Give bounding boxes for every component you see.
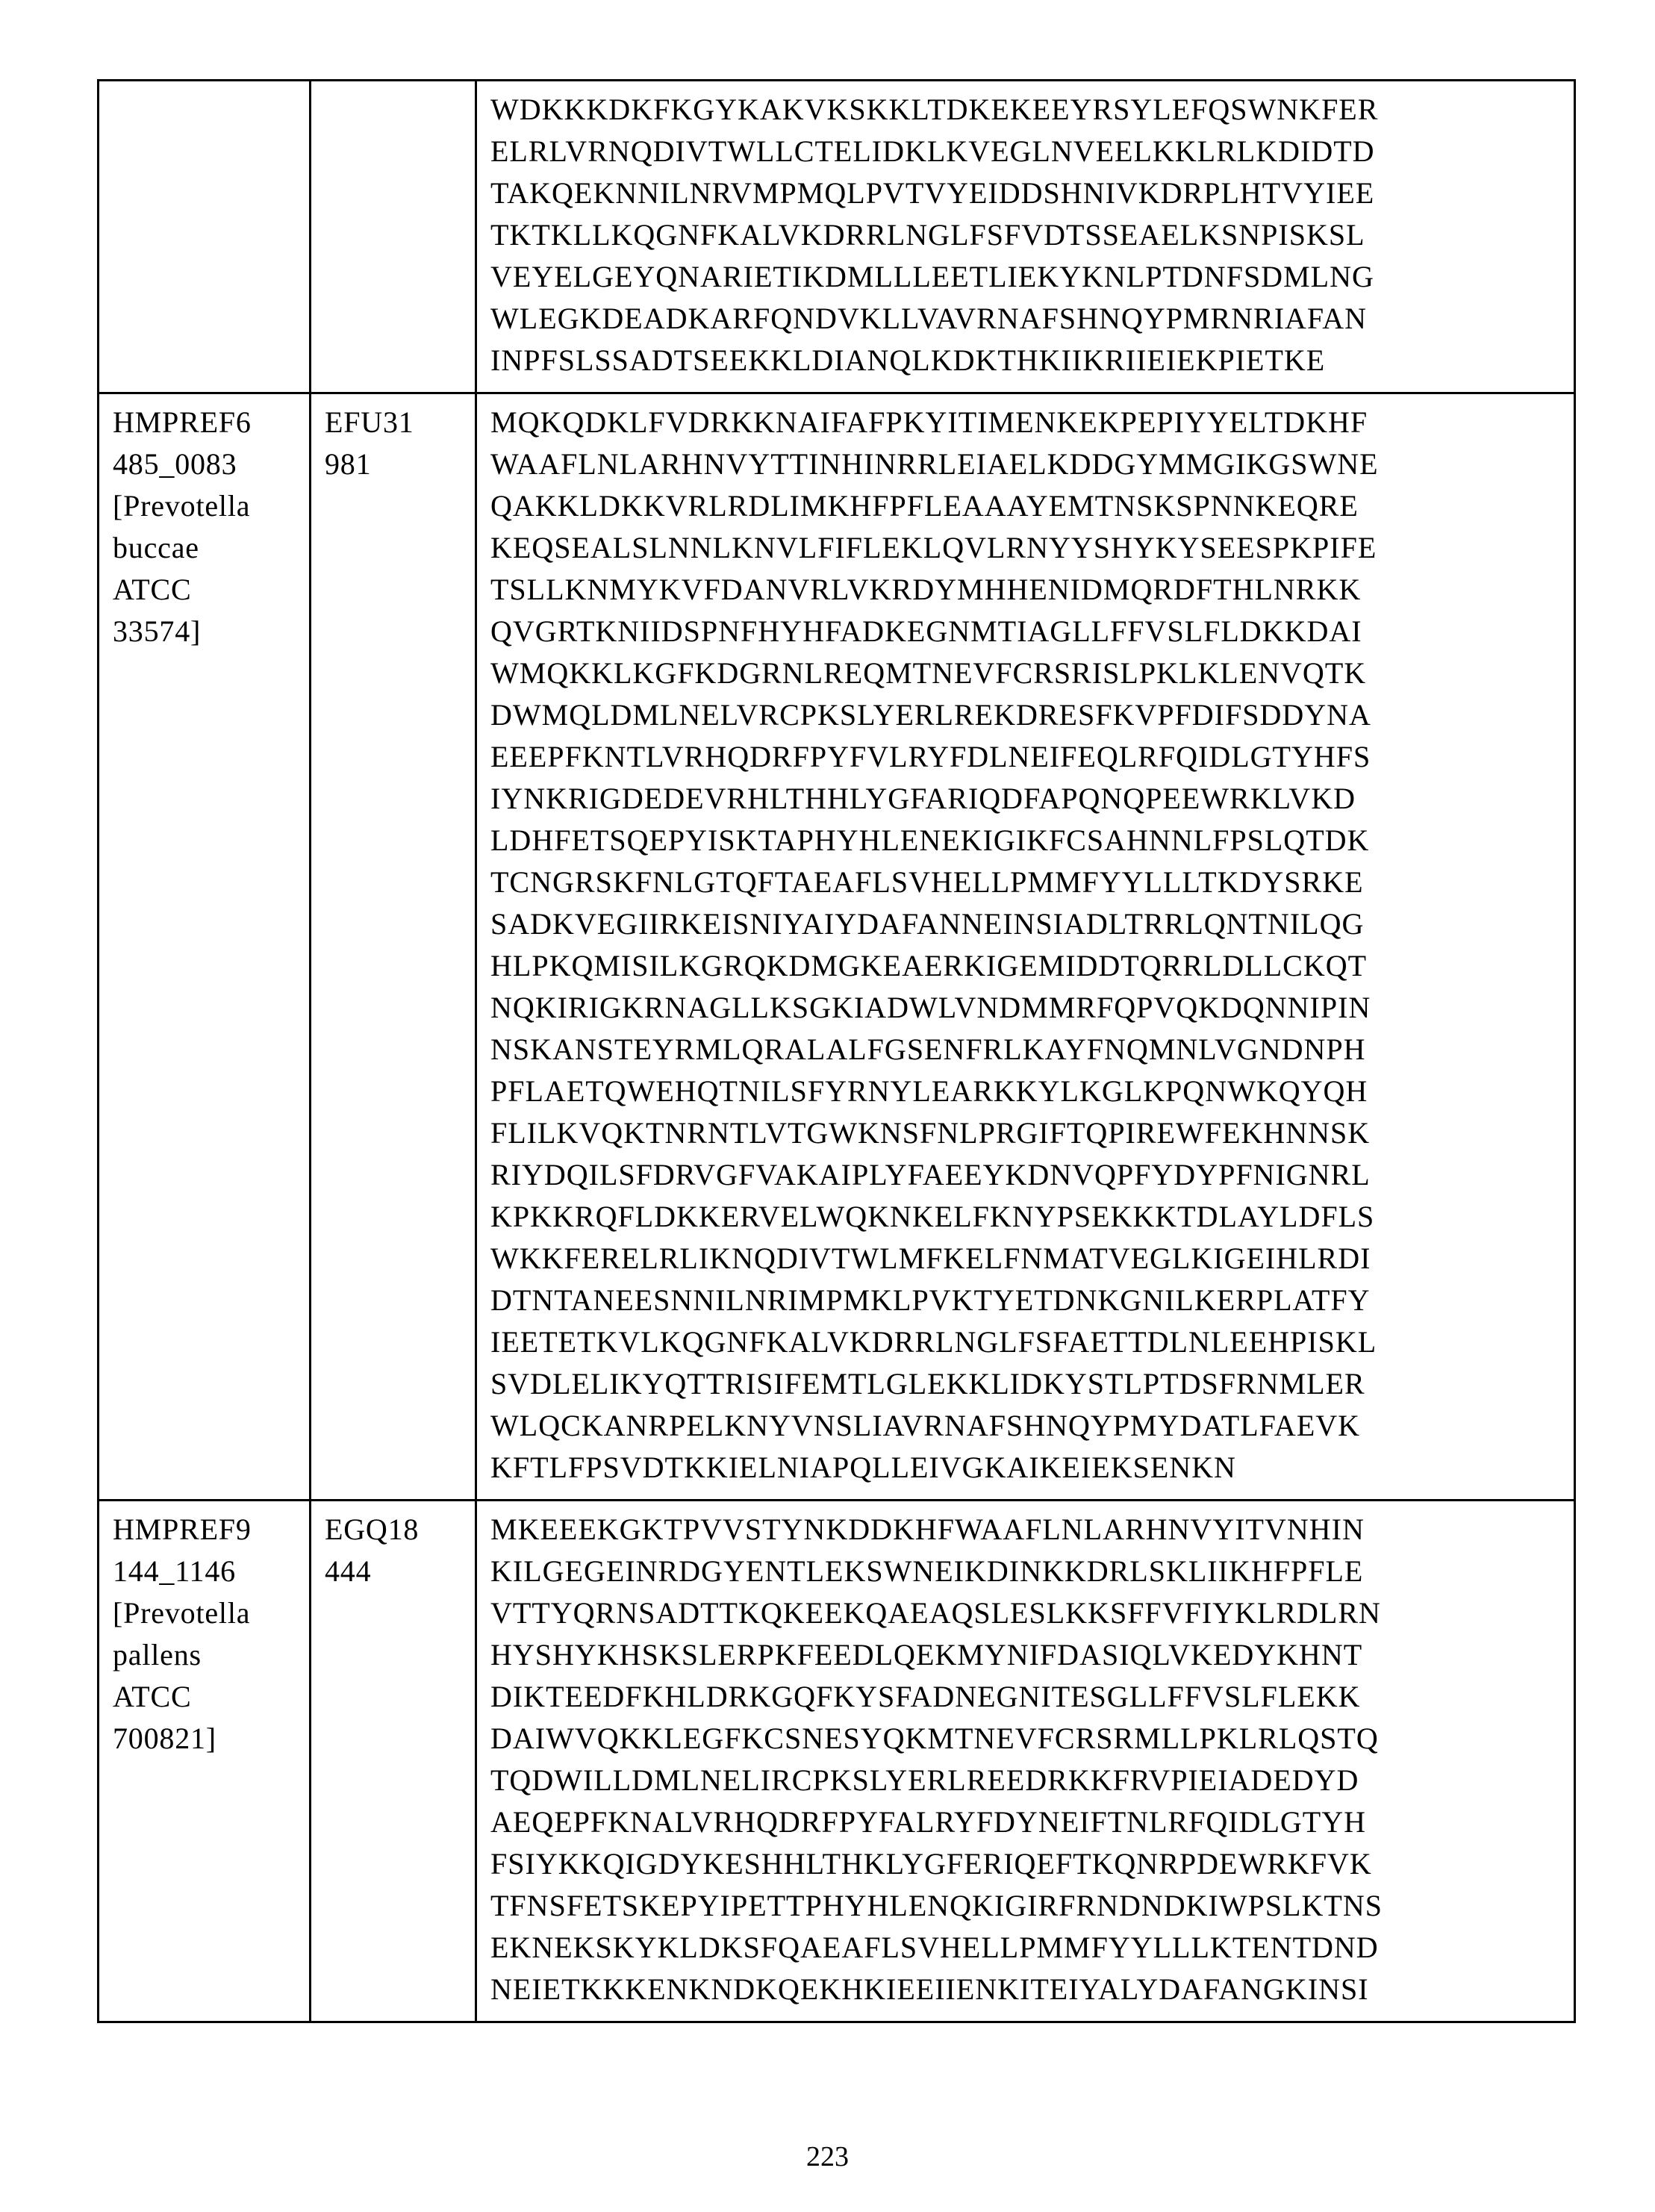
sequence-cell: MKEEEKGKTPVVSTYNKDDKHFWAAFLNLARHNVYITVNHIN KILGEGEINRDGYENTLEKSWNEIKDINKKDRLSKLIIKHFPFLE VTTYQRNSADTTKQKEEKQAEAQSLESLKKSFFVFIYKLRDLRN HYSHYKHSKSLERPKFEEDLQEKMYNIFDASIQLVKEDYKHNT DIKTEEDFKHLDRKGQFKYSFADNEGNITESGLLFFVSLFLEKK DAIWVQKKLEGFKCSNESYQKMTNEVFCRSRMLLPKLRLQSTQ TQDWILLDMLNELIRCPKSLYERLREEDRKKFRVPIEIADEDYD AEQEPFKNALVRHQDRFPYFALRYFDYNEIFTNLRFQIDLGTYH FSIYKKQIGDYKESHHLTHKLYGFERIQEFTKQNRPDEWRKFVK TFNSFETSKEPYIPETTPHYHLENQKIGIRFRNDNDKIWPSLKTNS EKNEKSKYKLDKSFQAEAFLSVHELLPMMFYYLLLKTENTDND NEIETKKKENKNDKQEKHKIEEIIENKITEIYALYDAFANGKINSI [476, 1501, 1575, 2022]
page-number: 223 [806, 2141, 849, 2172]
sequence-cell: MQKQDKLFVDRKKNAIFAFPKYITIMENKEKPEPIYYELTDKHF WAAFLNLARHNVYTTINHINRRLEIAELKDDGYMMGIKGSWNE QAKKLDKKVRLRDLIMKHFPFLEAAAYEMTNSKSPNNKEQRE KEQSEALSLNNLKNVLFIFLEKLQVLRNYYSHYKYSEESPKPIFE TSLLKNMYKVFDANVRLVKRDYMHHENIDMQRDFTHLNRKK QVGRTKNIIDSPNFHYHFADKEGNMTIAGLLFFVSLFLDKKDAI WMQKKLKGFKDGRNLREQMTNEVFCRSRISLPKLKLENVQTK DWMQLDMLNELVRCPKSLYERLREKDRESFKVPFDIFSDDYNA EEEPFKNTLVRHQDRFPYFVLRYFDLNEIFEQLRFQIDLGTYHFS IYNKRIGDEDEVRHLTHHLYGFARIQDFAPQNQPEEWRKLVKD LDHFETSQEPYISKTAPHYHLENEKIGIKFCSAHNNLFPSLQTDK TCNGRSKFNLGTQFTAEAFLSVHELLPMMFYYLLLTKDYSRKE SADKVEGIIRKEISNIYAIYDAFANNEINSIADLTRRLQNTNILQG HLPKQMISILKGRQKDMGKEAERKIGEMIDDTQRRLDLLCKQT NQKIRIGKRNAGLLKSGKIADWLVNDMMRFQPVQKDQNNIPIN NSKANSTEYRMLQRALALFGSENFRLKAYFNQMNLVGNDNPH PFLAETQWEHQTNILSFYRNYLEARKKYLKGLKPQNWKQYQH FLILKVQKTNRNTLVTGWKNSFNLPRGIFTQPIREWFEKHNNSK RIYDQILSFDRVGFVAKAIPLYFAEEYKDNVQPFYDYPFNIGNRL KPKKRQFLDKKERVELWQKNKELFKNYPSEKKKTDLAYLDFLS WKKFERELRLIKNQDIVTWLMFKELFNMATVEGLKIGEIHLRDI DTNTANEESNNILNRIMPMKLPVKTYETDNKGNILKERPLATFY IEETETKVLKQGNFKALVKDRRLNGLFSFAETTDLNLEEHPISKL SVDLELIKYQTTRISIFEMTLGLEKKLIDKYSTLPTDSFRNMLER WLQCKANRPELKNYVNSLIAVRNAFSHNQYPMYDATLFAEVK KFTLFPSVDTKKIELNIAPQLLEIVGKAIKEIEKSENKN [476, 393, 1575, 1501]
gene-id-cell [99, 81, 311, 393]
gene-id-cell: HMPREF9 144_1146 [Prevotella pallens ATCC 700821] [99, 1501, 311, 2022]
sequence-table [97, 79, 1576, 2023]
table-row [99, 81, 1575, 393]
accession-cell: EGQ18 444 [311, 1501, 476, 2022]
sequence-cell: WDKKKDKFKGYKAKVKSKKLTDKEKEEYRSYLEFQSWNKFER ELRLVRNQDIVTWLLCTELIDKLKVEGLNVEELKKLRLKDIDTD TAKQEKNNILNRVMPMQLPVTVYEIDDSHNIVKDRPLHTVYIEE TKTKLLKQGNFKALVKDRRLNGLFSFVDTSSEAELKSNPISKSL VEYELGEYQNARIETIKDMLLLEETLIEKYKNLPTDNFSDMLNG WLEGKDEADKARFQNDVKLLVAVRNAFSHNQYPMRNRIAFAN INPFSLSSADTSEEKKLDIANQLKDKTHKIIKRIIEIEKPIETKE [476, 81, 1575, 393]
accession-cell: EFU31 981 [311, 393, 476, 1501]
accession-cell [311, 81, 476, 393]
gene-id-cell: HMPREF6 485_0083 [Prevotella buccae ATCC 33574] [99, 393, 311, 1501]
table-row [99, 1501, 1575, 2022]
table-row [99, 393, 1575, 1501]
